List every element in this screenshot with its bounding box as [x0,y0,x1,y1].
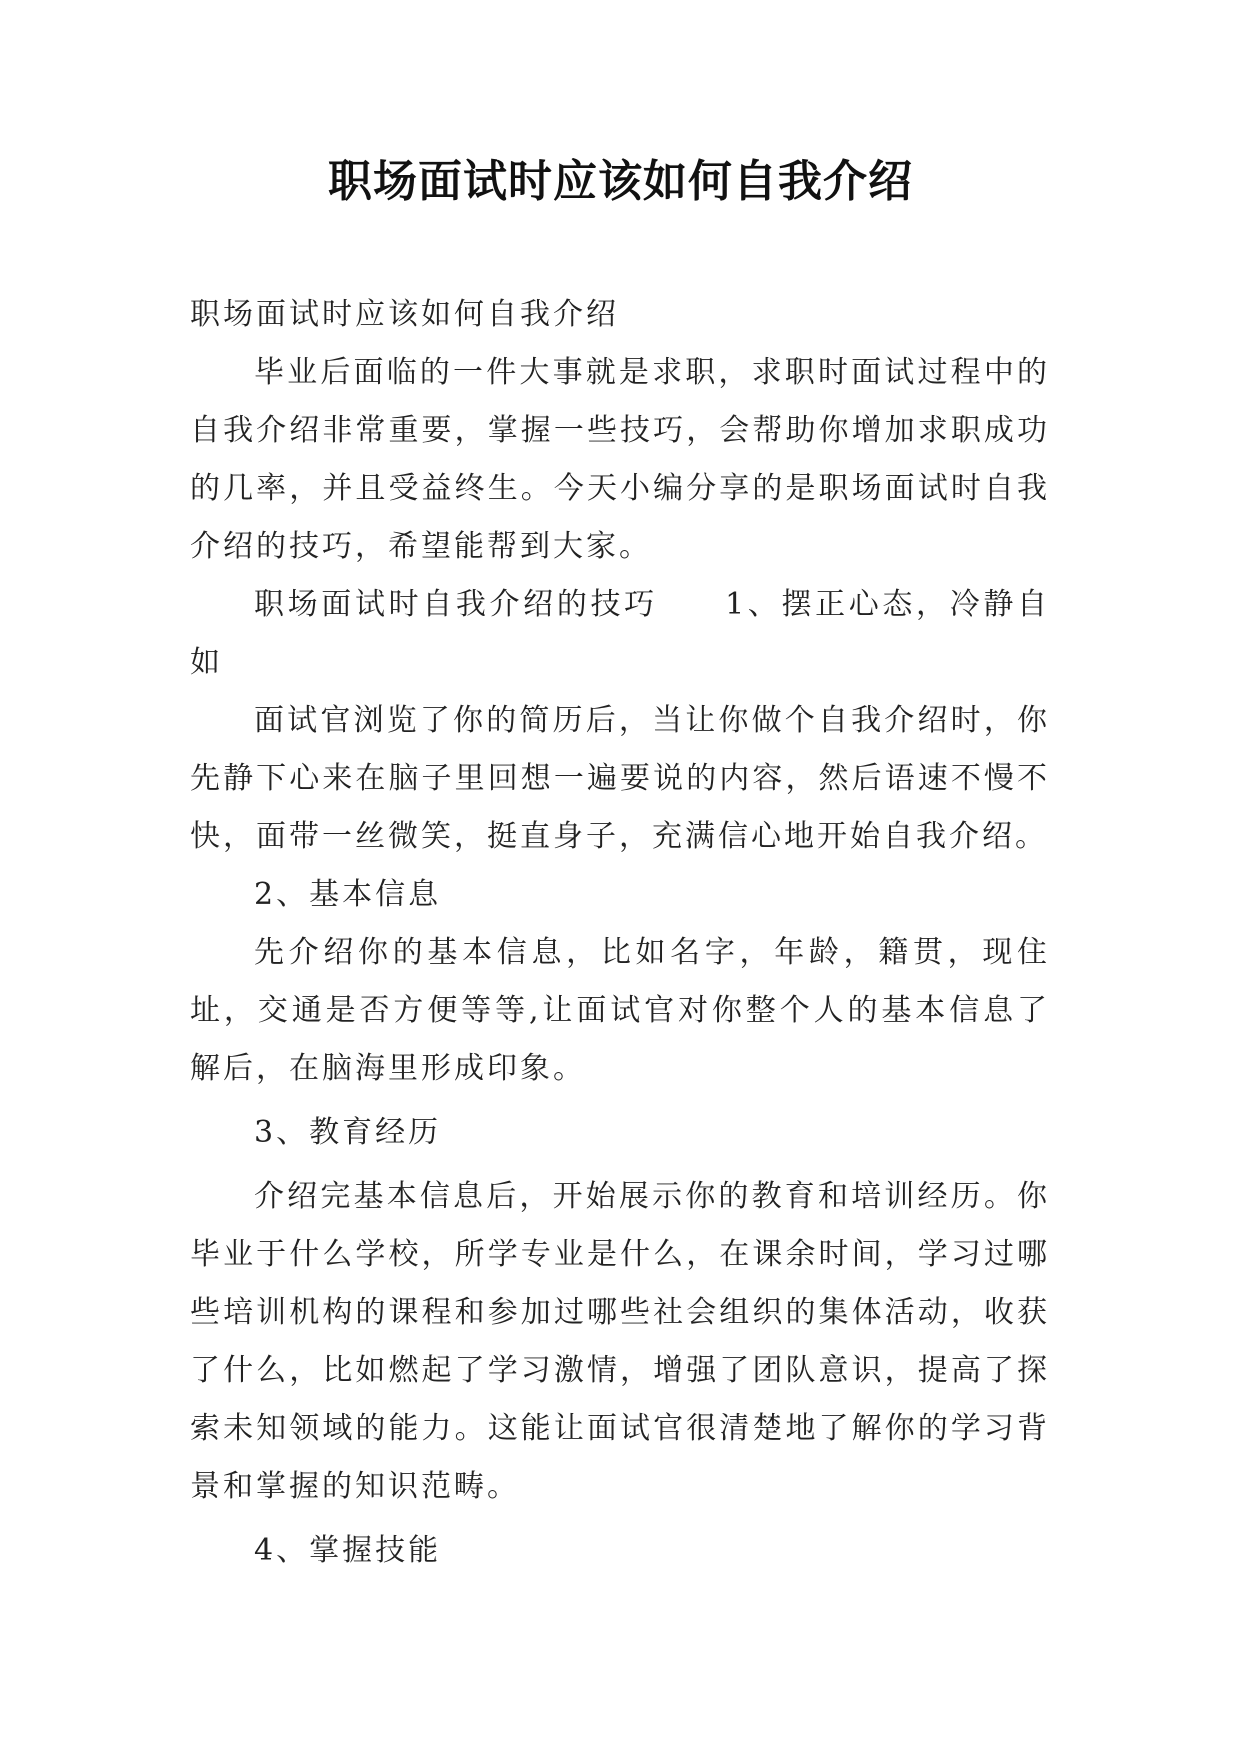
paragraph-subtitle: 职场面试时应该如何自我介绍 [190,297,619,332]
paragraph-mindset: 面试官浏览了你的简历后，当让你做个自我介绍时，你先静下心来在脑子里回想一遍要说的内容，然后语速不慢不快，面带一丝微笑，挺直身子，充满信心地开始自我介绍。 [190,703,1050,854]
heading-skills: 4、掌握技能 [254,1533,442,1568]
document-body [190,286,1050,1580]
paragraph-education: 介绍完基本信息后，开始展示你的教育和培训经历。你毕业于什么学校，所学专业是什么，在课余时间，学习过哪些培训机构的课程和参加过哪些社会组织的集体活动，收获了什么，比如燃起了学习激情，增强了团队意识，提高了探索未知领域的能力。这能让面试官很清楚地了解你的学习背景和掌握的知识范畴。 [190,1179,1050,1504]
heading-basic-info: 2、基本信息 [254,877,442,912]
paragraph-basic-info: 先介绍你的基本信息，比如名字，年龄，籍贯，现住址，交通是否方便等等,让面试官对你整个人的基本信息了解后，在脑海里形成印象。 [190,935,1050,1086]
heading-education: 3、教育经历 [254,1115,442,1150]
paragraph-tips-heading: 职场面试时自我介绍的技巧 1、摆正心态，冷静自如 [190,587,1050,680]
document-title: 职场面试时应该如何自我介绍 [328,156,913,207]
paragraph-intro: 毕业后面临的一件大事就是求职，求职时面试过程中的自我介绍非常重要，掌握一些技巧，会帮助你增加求职成功的几率，并且受益终生。今天小编分享的是职场面试时自我介绍的技巧，希望能帮到大家。 [190,355,1050,564]
